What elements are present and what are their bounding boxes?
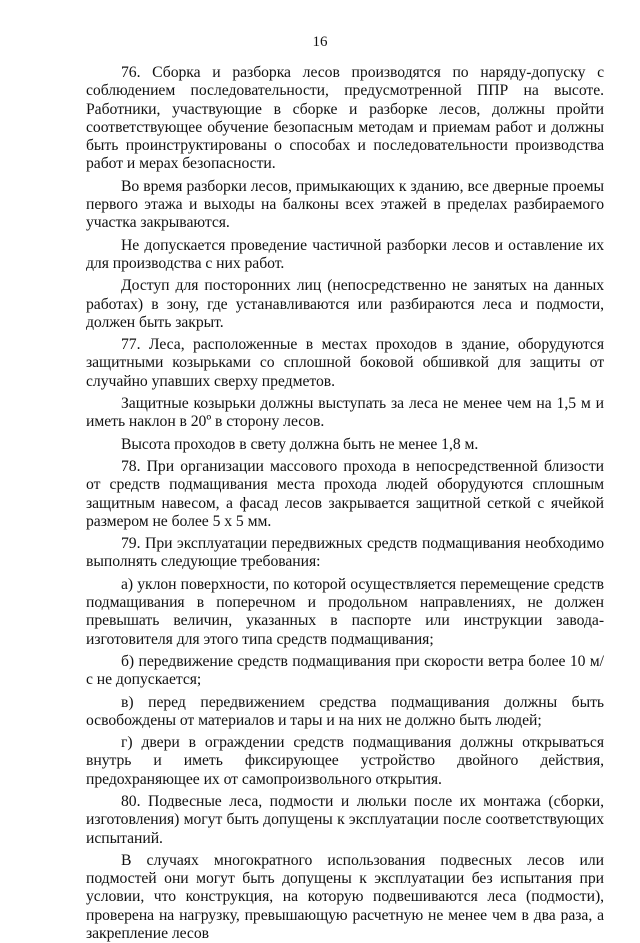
list-item-b: б) передвижение средств подмащивания при скорости ветра более 10 м/с не допускается; <box>86 652 604 689</box>
document-body <box>86 64 604 943</box>
paragraph-partial-dismantling: Не допускается проведение частичной разборки лесов и оставление их для производства с них работ. <box>86 236 604 272</box>
paragraph-77: 77. Леса, расположенные в местах проходов в здание, оборудуются защитными козырьками со сплошной боковой обшивкой для защиты от случайно упавших сверху предметов. <box>86 336 604 390</box>
list-item-g: г) двери в ограждении средств подмащивания должны открываться внутрь и иметь фиксирующее устройство двойного действия, предохраняющее их от самопроизвольного открытия. <box>86 734 604 788</box>
paragraph-access-restriction: Доступ для посторонних лиц (непосредственно не занятых на данных работах) в зону, где устанавливаются или разбираются леса и подмости, должен быть закрыт. <box>86 277 604 331</box>
list-item-v: в) перед передвижением средства подмащивания должны быть освобождены от материалов и тары и на них не должно быть людей; <box>86 693 604 729</box>
paragraph-passage-height: Высота проходов в свету должна быть не менее 1,8 м. <box>121 435 479 453</box>
paragraph-dismantling-doors: Во время разборки лесов, примыкающих к зданию, все дверные проемы первого этажа и выходы на балконы всех этажей в пределах разбираемого участка закрываются. <box>86 177 604 232</box>
list-item-a: а) уклон поверхности, по которой осуществляется перемещение средств подмащивания в поперечном и продольном направлениях, не должен превышать величин, указанных в паспорте или инструкции завода-изготовителя для этого типа средств подмащивания; <box>86 575 604 648</box>
paragraph-78: 78. При организации массового прохода в непосредственной близости от средств подмащивания места прохода людей оборудуются сплошным защитным навесом, а фасад лесов закрывается защитной сеткой с ячейкой размером не более 5 х 5 мм. <box>86 457 604 530</box>
paragraph-76: 76. Сборка и разборка лесов производятся по наряду-допуску с соблюдением последовательности, предусмотренной ППР на высоте. Работники, участвующие в сборке и разборке лесов, должны пройти соответствующее обучение безопасным методам и приемам работ и должны быть проинструктированы о способах и последовательности производства работ и мерах безопасности. <box>86 64 604 173</box>
page-number: 16 <box>312 34 328 50</box>
paragraph-canopy-projection: Защитные козырьки должны выступать за леса не менее чем на 1,5 м и иметь наклон в 20º в сторону лесов. <box>86 395 604 431</box>
paragraph-80: 80. Подвесные леса, подмости и люльки после их монтажа (сборки, изготовления) могут быть допущены к эксплуатации после соответствующих испытаний. <box>86 792 604 847</box>
paragraph-79: 79. При эксплуатации передвижных средств подмащивания необходимо выполнять следующие требования: <box>86 535 604 571</box>
paragraph-repeated-use: В случаях многократного использования подвесных лесов или подмостей они могут быть допущены к эксплуатации без испытания при условии, что конструкция, на которую подвешиваются леса (подмости), проверена на нагрузку, превышающую расчетную не менее чем в два раза, а закрепление лесов <box>86 851 604 943</box>
